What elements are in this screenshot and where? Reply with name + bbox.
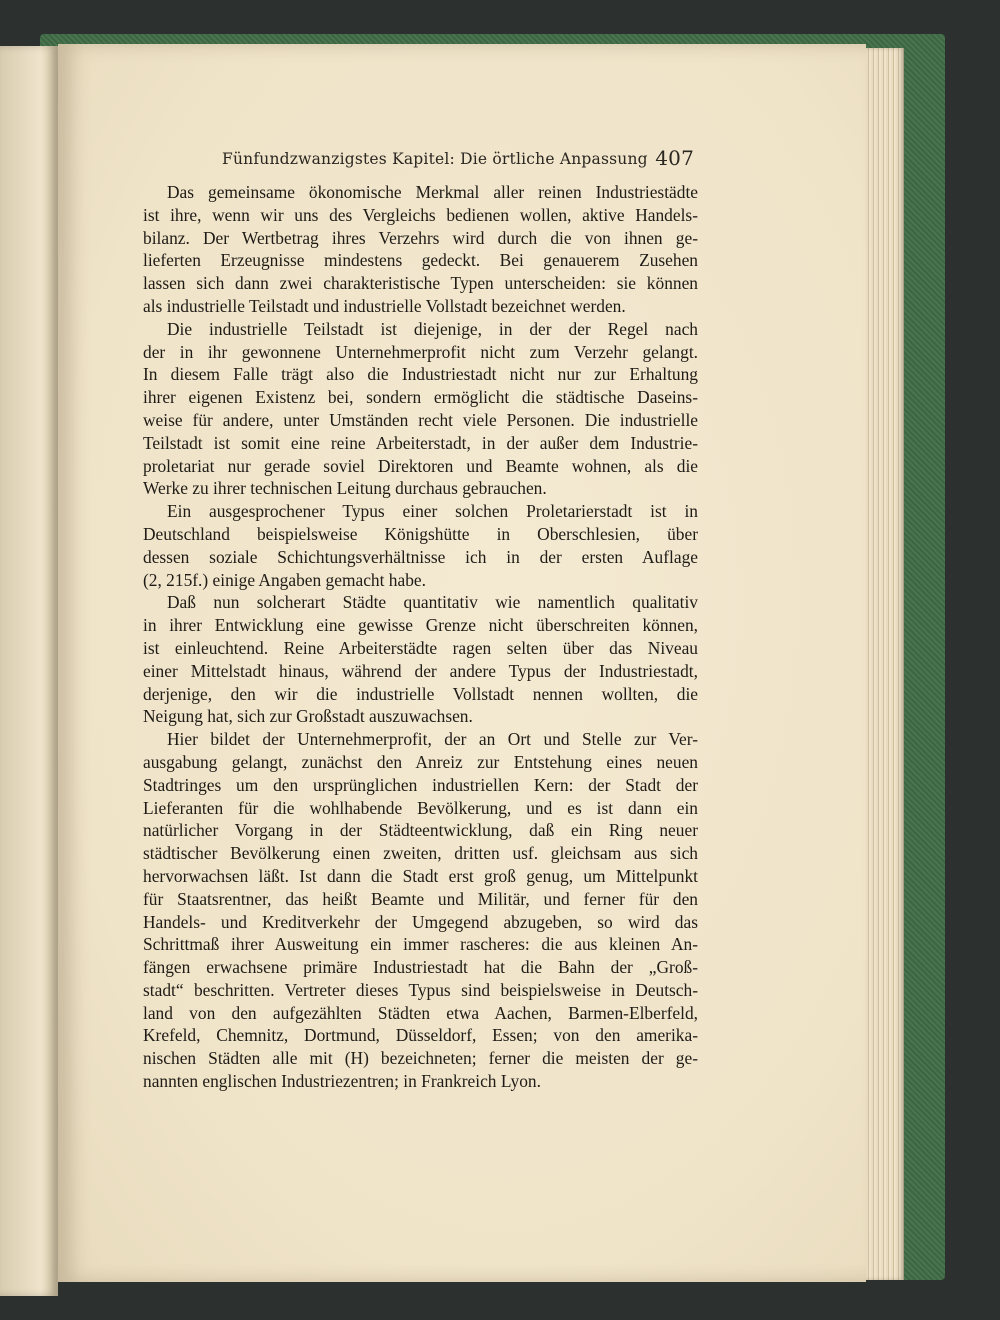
text-line: (2, 215f.) einige Angaben gemacht habe. — [143, 569, 426, 590]
text-line: Deutschland beispielsweise Königshütte in Oberschlesien, über — [143, 523, 698, 544]
text-line: proletariat nur gerade soviel Direktoren und Beamte wohnen, als die — [143, 455, 698, 476]
text-line: Das gemeinsame ökonomische Merkmal aller reinen Industriestädte — [167, 182, 698, 202]
text-line: Neigung hat, sich zur Großstadt auszuwachsen. — [143, 706, 473, 727]
text-line: als industrielle Teilstadt und industrielle Vollstadt bezeichnet werden. — [143, 295, 626, 316]
text-line: ausgabung gelangt, zunächst den Anreiz zur Entstehung eines neuen — [143, 751, 698, 772]
text-line: derjenige, den wir die industrielle Vollstadt nennen wollten, die — [143, 683, 698, 704]
text-line: Teilstadt ist somit eine reine Arbeiterstadt, in der außer dem Industrie- — [143, 432, 698, 453]
text-line: in ihrer Entwicklung eine gewisse Grenze nicht überschreiten können, — [143, 615, 698, 636]
body-text — [143, 181, 698, 1093]
text-line: Die industrielle Teilstadt ist diejenige, in der der Regel nach — [167, 318, 698, 339]
text-line: Handels- und Kreditverkehr der Umgegend abzugeben, so wird das — [143, 911, 698, 932]
text-line: fängen erwachsene primäre Industriestadt hat die Bahn der „Groß- — [143, 957, 698, 978]
text-line: natürlicher Vorgang in der Städteentwicklung, daß ein Ring neuer — [143, 820, 698, 841]
text-line: nischen Städten alle mit (H) bezeichneten; ferner die meisten der ge- — [143, 1048, 698, 1069]
text-line: hervorwachsen läßt. Ist dann die Stadt erst groß genug, um Mittelpunkt — [143, 865, 698, 886]
text-line: Lieferanten für die wohlhabende Bevölkerung, und es ist dann ein — [143, 797, 698, 818]
page-fore-edge — [866, 48, 904, 1280]
text-line: städtischer Bevölkerung einen zweiten, dritten usf. gleichsam aus sich — [143, 843, 698, 864]
text-line: land von den aufgezählten Städten etwa Aachen, Barmen-Elberfeld, — [143, 1002, 698, 1023]
text-line: der in ihr gewonnene Unternehmerprofit nicht zum Verzehr gelangt. — [143, 341, 698, 362]
page-number: 407 — [655, 146, 694, 170]
text-line: nannten englischen Industriezentren; in Frankreich Lyon. — [143, 1071, 541, 1092]
text-line: ist einleuchtend. Reine Arbeiterstädte ragen selten über das Niveau — [143, 637, 698, 658]
text-line: lassen sich dann zwei charakteristische Typen unterscheiden: sie können — [143, 273, 698, 294]
text-line: für Staatsrentner, das heißt Beamte und Militär, und ferner für den — [143, 888, 698, 909]
chapter-title: Fünfundzwanzigstes Kapitel: Die örtliche Anpassung — [222, 150, 648, 168]
text-line: Schrittmaß ihrer Ausweitung ein immer rascheres: die aus kleinen An- — [143, 934, 698, 955]
text-line: Hier bildet der Unternehmerprofit, der an Ort und Stelle zur Ver- — [167, 729, 698, 750]
text-line: Stadtringes um den ursprünglichen industriellen Kern: der Stadt der — [143, 774, 698, 795]
text-line: bilanz. Der Wertbetrag ihres Verzehrs wird durch die von ihnen ge- — [143, 227, 698, 248]
text-line: stadt“ beschritten. Vertreter dieses Typus sind beispielsweise in Deutsch- — [143, 979, 698, 1000]
left-page-edge — [0, 46, 58, 1296]
text-line: ist ihre, wenn wir uns des Vergleichs bedienen wollen, aktive Handels- — [143, 204, 698, 225]
text-line: Werke zu ihrer technischen Leitung durchaus gebrauchen. — [143, 478, 547, 499]
text-line: ihrer eigenen Existenz bei, sondern ermöglicht die städtische Daseins- — [143, 387, 698, 408]
text-line: einer Mittelstadt hinaus, während der andere Typus der Industriestadt, — [143, 660, 698, 681]
running-head — [222, 148, 700, 172]
text-line: Krefeld, Chemnitz, Dortmund, Düsseldorf, Essen; von den amerika- — [143, 1025, 698, 1046]
text-line: weise für andere, unter Umständen recht viele Personen. Die industrielle — [143, 409, 698, 430]
text-line: Ein ausgesprochener Typus einer solchen Proletarierstadt ist in — [167, 501, 698, 522]
text-line: In diesem Falle trägt also die Industriestadt nicht nur zur Erhaltung — [143, 364, 698, 385]
text-line: Daß nun solcherart Städte quantitativ wie namentlich qualitativ — [167, 592, 698, 613]
text-line: lieferten Erzeugnisse mindestens gedeckt. Bei genauerem Zusehen — [143, 250, 698, 271]
text-line: dessen soziale Schichtungsverhältnisse ich in der ersten Auflage — [143, 546, 698, 567]
